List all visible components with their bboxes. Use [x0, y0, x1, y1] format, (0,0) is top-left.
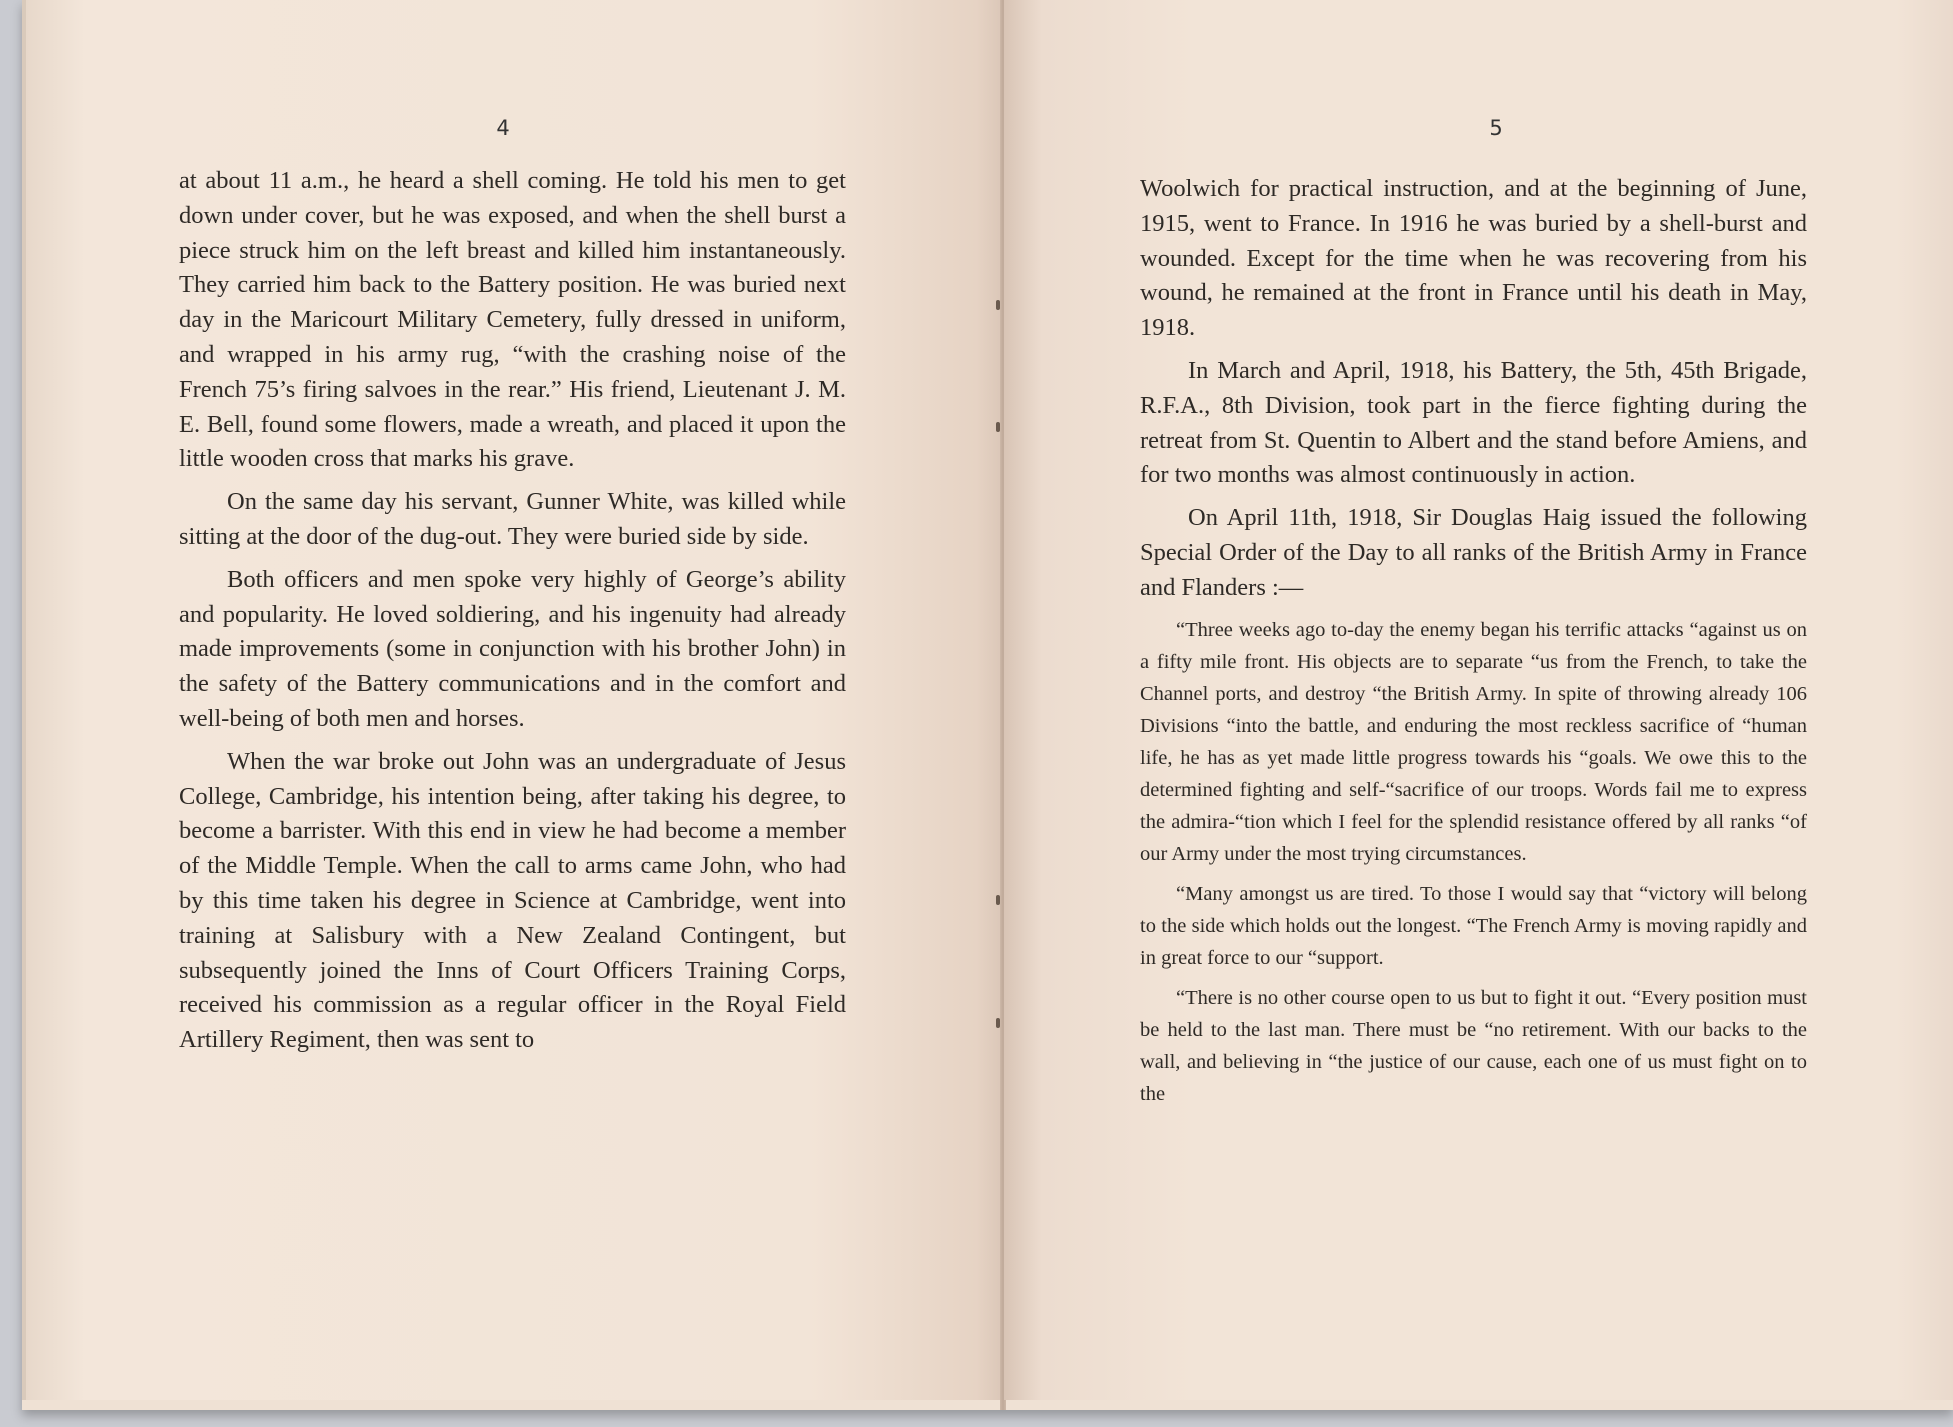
quote-paragraph: “Many amongst us are tired. To those I would say that “victory will belong to the side which holds out the longest. “The French Army is moving rapidly and in great force to our “support.: [1140, 882, 1807, 969]
binding-stitch-mark: [996, 300, 1000, 310]
left-page: [22, 0, 1006, 1400]
special-order-quote: [1140, 614, 1807, 1110]
quote-paragraph: “There is no other course open to us but to fight it out. “Every position must be held to the last man. There must be “no retirement. With our backs to the wall, and believing in “the justice of our cause, each one of us must fight on to the: [1140, 986, 1807, 1105]
paragraph: When the war broke out John was an undergraduate of Jesus College, Cambridge, his intention being, after taking his degree, to become a barrister. With this end in view he had become a member of the Middle Temple. When the call to arms came John, who had by this time taken his degree in Science at Cambridge, went into training at Salisbury with a New Zealand Contingent, but subsequently joined the Inns of Court Officers Training Corps, received his commission as a regular officer in the Royal Field Artillery Regiment, then was sent to: [179, 747, 846, 1054]
page-number: 5: [1489, 116, 1503, 140]
binding-stitch-mark: [996, 895, 1000, 905]
binding-stitch-mark: [996, 422, 1000, 432]
right-page-text: [1140, 172, 1807, 1118]
paragraph: On the same day his servant, Gunner White, was killed while sitting at the door of the dug-out. They were buried side by side.: [179, 488, 846, 550]
binding-stitch-mark: [996, 1018, 1000, 1028]
page-number: 4: [496, 116, 510, 140]
open-booklet-spread: [22, 0, 1953, 1410]
paragraph: at about 11 a.m., he heard a shell coming. He told his men to get down under cover, but he was exposed, and when the shell burst a piece struck him on the left breast and killed him instantaneously. They carried him back to the Battery position. He was buried next day in the Maricourt Military Cemetery, fully dressed in uniform, and wrapped in his army rug, “with the crashing noise of the French 75’s firing salvoes in the rear.” His friend, Lieutenant J. M. E. Bell, found some flowers, made a wreath, and placed it upon the little wooden cross that marks his grave.: [179, 167, 846, 473]
paragraph: In March and April, 1918, his Battery, the 5th, 45th Brigade, R.F.A., 8th Division, took part in the fierce fighting during the retreat from St. Quentin to Albert and the stand before Amiens, and for two months was almost continuously in action.: [1140, 356, 1807, 489]
left-page-text: [179, 164, 846, 1066]
paragraph: On April 11th, 1918, Sir Douglas Haig issued the following Special Order of the Day to all ranks of the British Army in France and Flanders :—: [1140, 504, 1807, 601]
paragraph: Woolwich for practical instruction, and at the beginning of June, 1915, went to France. In 1916 he was buried by a shell-burst and wounded. Except for the time when he was recovering from his wound, he remained at the front in France until his death in May, 1918.: [1140, 175, 1807, 342]
right-page: [1004, 0, 1953, 1400]
paragraph: Both officers and men spoke very highly of George’s ability and popularity. He loved soldiering, and his ingenuity had already made improvements (some in conjunction with his brother John) in the safety of the Battery communications and in the comfort and well-being of both men and horses.: [179, 565, 846, 732]
quote-paragraph: “Three weeks ago to-day the enemy began his terrific attacks “against us on a fifty mile front. His objects are to separate “us from the French, to take the Channel ports, and destroy “the British Army. In spite of throwing already 106 Divisions “into the battle, and enduring the most reckless sacrifice of “human life, he has as yet made little progress towards his “goals. We owe this to the determined fighting and self-“sacrifice of our troops. Words fail me to express the admira-“tion which I feel for the splendid resistance offered by all ranks “of our Army under the most trying circumstances.: [1140, 618, 1807, 865]
